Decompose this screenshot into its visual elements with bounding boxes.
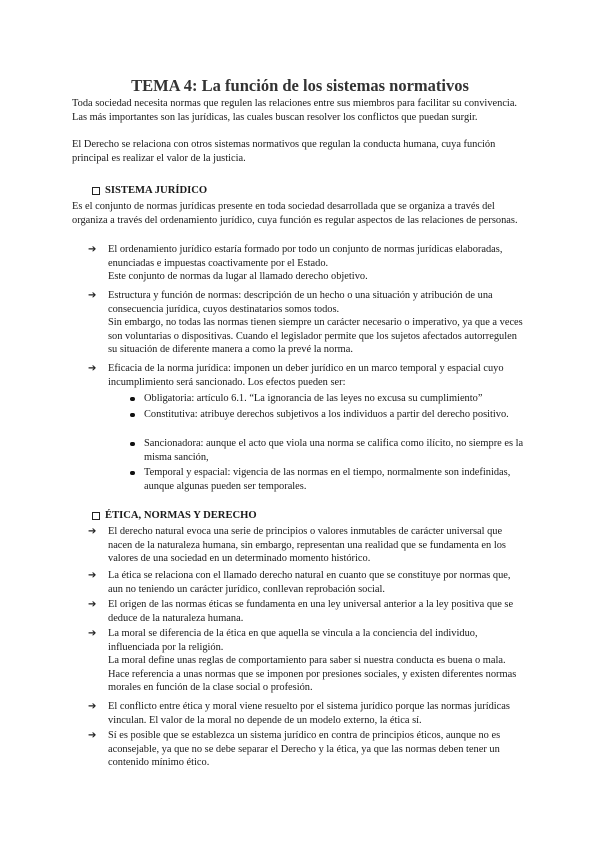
arrow-bullet-icon: ➔ (88, 363, 97, 374)
list-item-text: Eficacia de la norma jurídica: imponen un deber jurídico en un marco temporal y espacial cuyo incumplimiento será sancionado. Los efectos pueden ser: (108, 363, 504, 388)
section-heading-etica-normas-derecho (92, 509, 257, 523)
bullet-dot-icon (130, 413, 135, 418)
sub-list-item-text: Obligatoria: artículo 6.1. “La ignorancia de las leyes no excusa su cumplimiento” (144, 393, 483, 404)
checkbox-icon (92, 187, 100, 195)
list-item (88, 729, 528, 770)
page-title: TEMA 4: La función de los sistemas normativos (131, 76, 469, 95)
intro-paragraph-1: Toda sociedad necesita normas que regulen las relaciones entre sus miembros para facilitar su convivencia. Las más importantes son las jurídicas, las cuales buscan resolver los conflictos que puedan surgir. (72, 98, 518, 123)
sub-list-item-text: Constitutiva: atribuye derechos subjetivos a los individuos a partir del derecho positivo. (144, 409, 509, 420)
list-item-text: El conflicto entre ética y moral viene resuelto por el sistema jurídico porque las normas jurídicas vinculan. El valor de la moral no depende de un modelo externo, la ética sí. (108, 701, 510, 726)
list-item-extra: Sin embargo, no todas las normas tienen siempre un carácter necesario o imperativo, ya que a veces son voluntarias o dispositivas. Cuando el legislador permite que los sujetos afectados autorregulen su situación de diferente manera a como la prevé la norma. (108, 317, 523, 356)
sub-list-item (144, 408, 529, 422)
section-heading-label: SISTEMA JURÍDICO (105, 185, 208, 196)
list-item-text: La ética se relaciona con el llamado derecho natural en cuanto que se constituye por normas que, aun no teniendo un carácter jurídico, conllevan reprobación social. (108, 570, 511, 595)
sub-list-item (144, 437, 529, 464)
section1-intro: Es el conjunto de normas jurídicas presente en toda sociedad desarrollada que se organiza a través del organiza a través del ordenamiento jurídico, cuya función es regular aspectos de las relaciones de personas. (72, 201, 518, 226)
checkbox-icon (92, 512, 100, 520)
list-item-text: Estructura y función de normas: descripción de un hecho o una situación y atribución de una consecuencia jurídica, cuyos destinatarios somos todos. (108, 290, 493, 315)
bullet-dot-icon (130, 442, 135, 447)
list-item (88, 700, 528, 727)
list-item-text: El ordenamiento jurídico estaría formado por todo un conjunto de normas jurídicas elaboradas, enunciadas e impuestas coactivamente por el Estado. (108, 244, 503, 269)
list-item (88, 243, 528, 284)
list-item-text: La moral se diferencia de la ética en que aquella se vincula a la conciencia del individuo, influenciada por la religión. (108, 628, 478, 653)
arrow-bullet-icon: ➔ (88, 730, 97, 741)
arrow-bullet-icon: ➔ (88, 628, 97, 639)
list-item (88, 569, 528, 596)
list-item-text: El origen de las normas éticas se fundamenta en una ley universal anterior a la ley positiva que se deduce de la naturaleza humana. (108, 599, 514, 624)
section-heading-label: ÉTICA, NORMAS Y DERECHO (105, 510, 257, 521)
sub-list-item (144, 392, 529, 406)
list-item (88, 289, 528, 357)
list-item (88, 525, 528, 566)
arrow-bullet-icon: ➔ (88, 526, 97, 537)
list-item-extra: La moral define unas reglas de comportamiento para saber si nuestra conducta es buena o mala. Hace referencia a unas normas que se imponen por presiones sociales, y existen diferentes normas morales en función de la clase social o profesión. (108, 655, 517, 694)
list-item (88, 362, 528, 389)
arrow-bullet-icon: ➔ (88, 290, 97, 301)
arrow-bullet-icon: ➔ (88, 244, 97, 255)
list-item (88, 598, 528, 625)
arrow-bullet-icon: ➔ (88, 570, 97, 581)
intro-paragraph-2: El Derecho se relaciona con otros sistemas normativos que regulan la conducta humana, cuya función principal es realizar el valor de la justicia. (72, 139, 496, 164)
list-item-text: Sí es posible que se establezca un sistema jurídico en contra de principios éticos, aunque no es aconsejable, ya que no se debe separar el Derecho y la ética, ya que las normas deben tener un contenido mínimo ético. (108, 730, 501, 769)
bullet-dot-icon (130, 397, 135, 402)
bullet-dot-icon (130, 471, 135, 476)
sub-list-item (144, 466, 529, 493)
list-item (88, 627, 528, 695)
list-item-extra: Este conjunto de normas da lugar al llamado derecho objetivo. (108, 271, 368, 283)
list-item-text: El derecho natural evoca una serie de principios o valores inmutables de carácter universal que nacen de la naturaleza humana, sin embargo, representan una realidad que se fundamenta en los valores de una sociedad en un determinado momento histórico. (108, 526, 506, 565)
arrow-bullet-icon: ➔ (88, 701, 97, 712)
arrow-bullet-icon: ➔ (88, 599, 97, 610)
section-heading-sistema-juridico (92, 184, 207, 198)
sub-list-item-text: Sancionadora: aunque el acto que viola una norma se califica como ilícito, no siempre es la misma sanción, (144, 438, 524, 463)
sub-list-item-text: Temporal y espacial: vigencia de las normas en el tiempo, normalmente son indefinidas, aunque algunas pueden ser temporales. (144, 467, 511, 492)
